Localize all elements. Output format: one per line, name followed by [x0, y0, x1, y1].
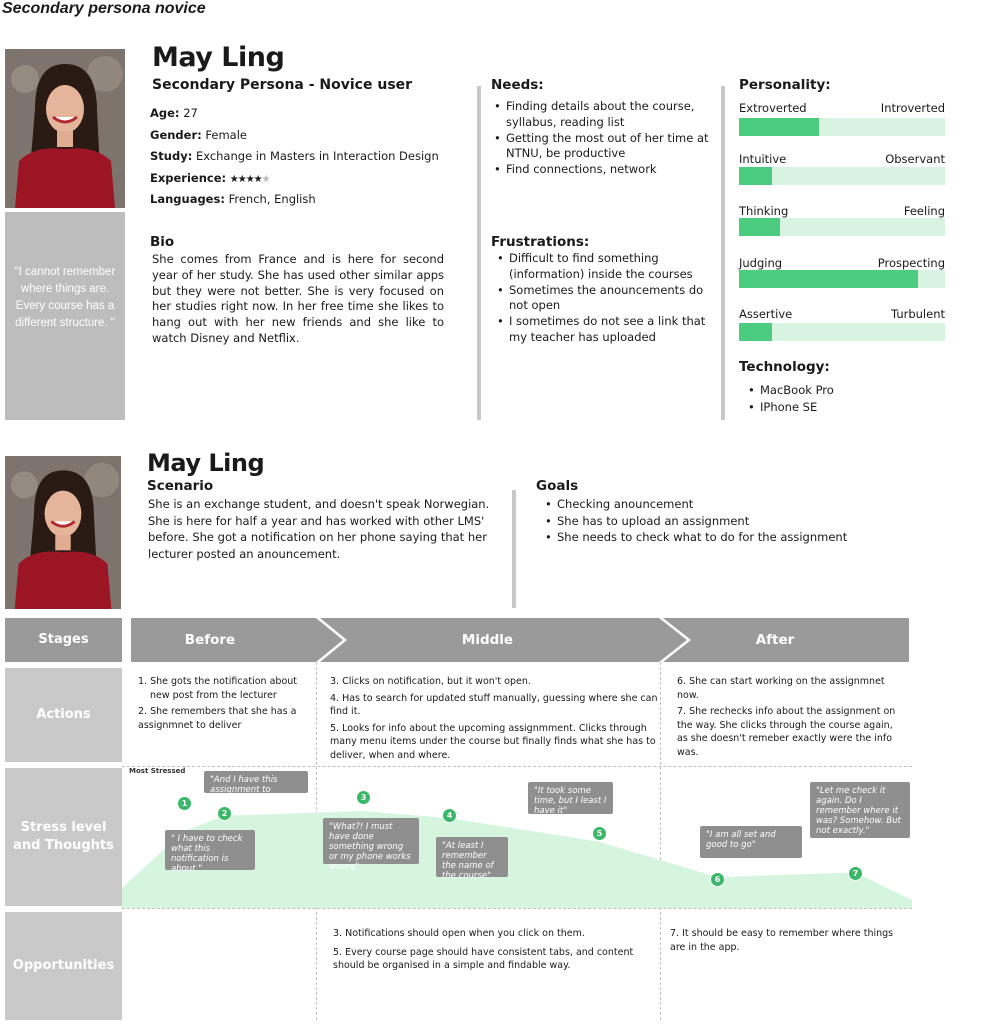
list-item: • I sometimes do not see a link that my teacher has uploaded — [495, 314, 717, 346]
actions-after: 6. She can start working on the assignmnet now. 7. She rechecks info about the assignment on the way. She clicks through the course again, as she doesn't remeber exactly were the info was. — [677, 676, 896, 758]
thought-bubble: "I am all set and good to go" — [700, 826, 802, 858]
scenario-name: May Ling — [147, 449, 265, 477]
trait-labels: Thinking Feeling — [739, 204, 945, 218]
thought-bubble: "At least I remember the name of the course" — [436, 837, 508, 877]
page-title: Secondary persona novice — [2, 0, 206, 17]
actions-label: Actions — [5, 668, 122, 762]
trait-bar — [739, 118, 945, 136]
trait-labels: Assertive Turbulent — [739, 307, 945, 321]
stages-label: Stages — [5, 618, 122, 662]
opportunities-middle: 3. Notifications should open when you click on them. 5. Every course page should have consistent tabs, and content should be organised in a simple and findable way. — [333, 928, 634, 971]
stage-middle: Middle — [461, 632, 514, 648]
trait-bar — [739, 270, 945, 288]
needs-list — [492, 99, 714, 178]
stress-point: 2 — [217, 806, 232, 821]
thought-bubble: "Let me check it again. Do I remember where it was? Somehow. But not exactly." — [810, 782, 910, 838]
attr-age: Age: 27 — [150, 106, 198, 120]
bio-text: She comes from France and is here for second year of her study. She has used other similar apps but they were not better. She is very focused on her studies right now. In her free time she likes to hang out with her new friends and she like to watch Disney and Netflix. — [152, 252, 444, 345]
list-item: • Find connections, network — [492, 162, 714, 178]
stress-point: 6 — [710, 872, 725, 887]
stage-before: Before — [184, 632, 236, 648]
technology-list — [746, 382, 936, 416]
goals-list — [543, 496, 873, 546]
thought-bubble: "It took some time, but I least I have it" — [528, 782, 613, 814]
actions-middle: 3. Clicks on notification, but it won't open. 4. Has to search for updated stuff manually, guessing where she can find it. 5. Looks for info about the upcoming assignmment. Clicks through many menu items under the course but finally finds what she has to deliver, when and where. — [330, 676, 658, 761]
stress-point: 5 — [592, 826, 607, 841]
list-item: • Sometimes the anouncements do not open — [495, 283, 717, 315]
stress-point: 4 — [442, 808, 457, 823]
scenario-photo — [5, 456, 121, 609]
frustrations-heading: Frustrations: — [491, 234, 590, 250]
thought-bubble: "What?! I must have done something wrong or my phone works wrong" — [323, 818, 419, 864]
persona-name: May Ling — [152, 42, 285, 73]
list-item: • She has to upload an assignment — [543, 513, 873, 530]
list-item: • Finding details about the course, syllabus, reading list — [492, 99, 714, 131]
stress-label: Stress level and Thoughts — [5, 768, 122, 906]
trait-bar — [739, 218, 945, 236]
attr-languages: Languages: French, English — [150, 192, 316, 206]
attr-gender: Gender: Female — [150, 128, 247, 142]
list-item: • IPhone SE — [746, 399, 936, 416]
most-stressed-label: Most Stressed — [129, 767, 186, 775]
list-item: • Checking anouncement — [543, 496, 873, 513]
trait-labels: Intuitive Observant — [739, 152, 945, 166]
opportunities-label: Opportunities — [5, 912, 122, 1020]
stress-point: 7 — [848, 866, 863, 881]
attr-experience: Experience: ★★★★★ — [150, 171, 270, 185]
trait-bar — [739, 167, 945, 185]
trait-labels: Judging Prospecting — [739, 256, 945, 270]
needs-heading: Needs: — [491, 77, 544, 93]
scenario-heading: Scenario — [147, 478, 214, 494]
bio-heading: Bio — [150, 234, 175, 250]
star-rating-icon: ★★★★★ — [229, 174, 270, 185]
persona-quote: "I cannot remember where things are. Every course has a different structure. " — [5, 212, 125, 420]
stress-point: 3 — [356, 790, 371, 805]
opportunities-after: 7. It should be easy to remember where things are in the app. — [670, 928, 894, 953]
persona-photo — [5, 49, 125, 208]
technology-heading: Technology: — [739, 359, 830, 375]
scenario-text: She is an exchange student, and doesn't speak Norwegian. She is here for half a year and has worked with other LMS' before. She got a notification on her phone saying that her lecturer posted an anouncement. — [148, 497, 490, 561]
list-item: • Difficult to find something (information) inside the courses — [495, 251, 717, 283]
attr-study: Study: Exchange in Masters in Interaction Design — [150, 149, 439, 163]
persona-subtitle: Secondary Persona - Novice user — [152, 77, 413, 93]
trait-labels: Extroverted Introverted — [739, 101, 945, 115]
personality-heading: Personality: — [739, 77, 831, 93]
divider — [512, 490, 516, 608]
stress-point: 1 — [177, 796, 192, 811]
thought-bubble: " I have to check what this notification is about " — [165, 830, 255, 870]
list-item: • MacBook Pro — [746, 382, 936, 399]
divider — [721, 86, 725, 420]
frustrations-list — [495, 251, 717, 346]
stage-after: After — [755, 632, 795, 648]
grid-line — [122, 908, 912, 909]
list-item: • Getting the most out of her time at NTNU, be productive — [492, 131, 714, 163]
actions-before: 1. She gots the notification about new post from the lecturer 2. She remembers that she has a assignmnet to deliver — [138, 676, 297, 731]
goals-heading: Goals — [536, 478, 579, 494]
divider — [477, 86, 481, 420]
list-item: • She needs to check what to do for the assignment — [543, 529, 873, 546]
thought-bubble: "And I have this assignment to deliver!" — [204, 771, 308, 793]
trait-bar — [739, 323, 945, 341]
